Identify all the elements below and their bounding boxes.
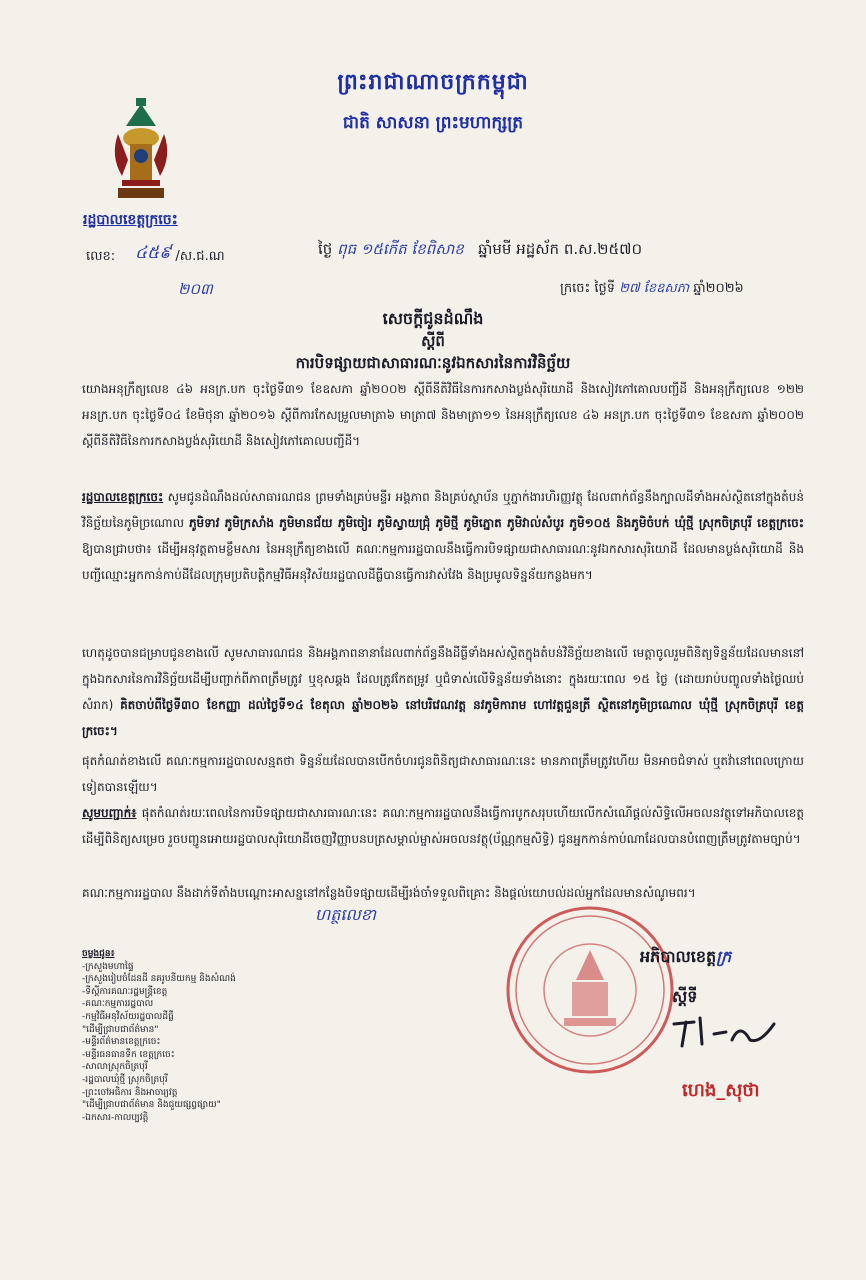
paragraph-announcement: [82, 484, 804, 588]
list-item: -ឯកសារ-កាលប្បវត្តិ: [82, 1112, 149, 1123]
list-item: -រដ្ឋបាលឃុំថ្មី ស្រុកចិត្របុរី: [82, 1074, 168, 1085]
lunar-date: [318, 240, 642, 262]
reference-number-handwritten-2: ២០៣: [178, 280, 213, 298]
list-item: -ក្រសួងរៀបចំដែនដី នគរូបនីយកម្ម និងសំណង់: [82, 974, 236, 985]
paragraph-review-period: [82, 640, 804, 744]
review-dates-location: គិតចាប់ពីថ្ងៃទី៣០ ខែកញ្ញា ដល់ថ្ងៃទី១៤ ខែតុលា ឆ្នាំ២០២៦ នៅបរិវេណវត្ត នវភូមិការាម ហៅវត្តជួនត្រី ស្ថិតនៅភូមិច្រណោល ឃុំថ្មី ស្រុកចិត្របុរី ខេត្តក្រចេះ។: [82, 698, 805, 738]
paragraph-consultation: គណៈកម្មការរដ្ឋបាល នឹងដាក់ទីតាំងបណ្តោះអាសន្ននៅកន្លែងបិទផ្សាយដើម្បីរង់ចាំទទួលពិគ្រោះ និងផ្តល់យោបល់ដល់អ្នកដែលមានសំណូមពរ។: [82, 886, 696, 900]
paragraph-note: [82, 800, 804, 852]
list-item: -ក្រសួងមហាផ្ទៃ: [82, 961, 134, 972]
governor-title-text: អភិបាលខេត្ត: [640, 947, 717, 966]
governor-signature-icon: [670, 1010, 780, 1050]
announcement-text-a: សូមជូនដំណឹងដល់សាធារណជន ព្រមទាំងគ្រប់មន្ទីរ អង្គភាព និងគ្រប់ស្ថាប័ន ឬភ្នាក់ងារហិរញ្ញវត្ថុ ដែលពាក់ព័ន្ធនឹងក្បាលដីទាំងអស់ស្ថិតនៅក្នុងតំបន់វិនិច្ឆ័យនៃភូមិច្រណោល: [82, 490, 804, 530]
lunar-year: ឆ្នាំមមី អដ្ឋស័ក ព.ស.២៥៧០: [478, 240, 643, 258]
reference-number-handwritten: ៤៥៩: [135, 243, 172, 263]
review-text: ហេតុដូចបានជម្រាបជូនខាងលើ សូមសាធារណជន និងអង្គភាពនានាដែលពាក់ព័ន្ធនឹងដីធ្លីទាំងអស់ស្ថិតក្នុងតំបន់វិនិច្ឆ័យខាងលើ មេត្តាចូលរួមពិនិត្យទិន្នន័យដែលមាននៅក្នុងឯកសារនៃការវិនិច្ឆ័យដើម្បីបញ្ជាក់ពីភាពត្រឹមត្រូវ ឬខុសឆ្គង ដែលត្រូវកែតម្រូវ ឬជំទាស់លើទិន្នន័យទាំងនោះ ក្នុងរយៈពេល ១៥ ថ្ងៃ (ដោយរាប់បញ្ចូលទាំងថ្ងៃឈប់សំរាក): [82, 646, 804, 712]
list-item: -មន្ទីរធនធានទឹក ខេត្តក្រចេះ: [82, 1049, 175, 1060]
copy-to-list: [82, 948, 236, 1124]
initials-signature: ហត្ថលេខា: [315, 905, 376, 924]
lunar-date-prefix: ថ្ងៃ: [318, 240, 333, 258]
list-item: -គណៈកម្មការរដ្ឋបាល: [82, 999, 154, 1010]
paragraph-deadline: ផុតកំណត់ខាងលើ គណៈកម្មការរដ្ឋបាលសន្មតថា ទិន្នន័យដែលបានបើកចំហរជូនពិនិត្យជាសាធារណៈនេះ មានភាពត្រឹមត្រូវហើយ មិនអាចជំទាស់ ឬតវ៉ានៅពេលក្រោយទៀតបានឡើយ។: [82, 754, 804, 794]
list-item: -ទីស្តីការគណៈរដ្ឋមន្ត្រីខេត្ត: [82, 986, 168, 997]
notice-subject-label: ស្តីពី: [421, 332, 445, 350]
list-item: "ដើម្បីជ្រាបជាព័ត៌មាន": [82, 1024, 159, 1035]
solar-date: [560, 280, 744, 299]
reference-suffix: /ស.ជ.ណ: [175, 249, 225, 264]
notice-title: សេចក្តីជូនដំណឹង: [382, 309, 484, 328]
governor-title: [640, 946, 731, 970]
list-item: -កម្មវិធីអនុវិស័យរដ្ឋបាលដីធ្លី: [82, 1011, 174, 1022]
official-seal-icon: [502, 900, 678, 1080]
note-text: ផុតកំណត់រយៈពេលនៃការបិទផ្សាយជាសារធារណៈនេះ គណៈកម្មការរដ្ឋបាលនឹងធ្វើការបូកសរុបហើយលើកសំណើផ្តល់សិទ្ធិលើអចលនវត្ថុទៅអភិបាលខេត្តដើម្បីពិនិត្យសម្រេច រួចបញ្ជូនអោយរដ្ឋបាលសុរិយោដីចេញវិញ្ញាបនបត្រសម្គាល់ម្ចាស់អចលនវត្ថុ(ប័ណ្ណកម្មសិទ្ធិ) ជូនអ្នកកាន់កាប់ណាដែលបានបំពេញត្រឹមត្រូវតាមច្បាប់។: [82, 806, 804, 846]
note-lead: សូមបញ្ជាក់៖: [82, 806, 137, 820]
governor-title-handwritten: ក្រ: [716, 947, 732, 966]
national-motto: ជាតិ សាសនា ព្រះមហាក្សត្រ: [342, 113, 524, 133]
notice-subject: ការបិទផ្សាយជាសាធារណៈនូវឯកសារនៃការវិនិច្ឆ័យ: [295, 354, 571, 372]
announcement-text-b: ឱ្យបានជ្រាបថា៖ ដើម្បីអនុវត្តតាមខ្លឹមសារ នៃអនុក្រឹត្យខាងលើ គណៈកម្មការរដ្ឋបាលនឹងធ្វើការបិទផ្សាយជាសាធារណៈនូវឯកសារសុរិយោដី ដែលមានប្លង់សុរិយោដី និងបញ្ជីឈ្មោះអ្នកកាន់កាប់ដីដែលក្រុមប្រតិបត្តិកម្មវិធីអនុវិស័យរដ្ឋបាលដីធ្លីបានធ្វើការវាស់វែង និងប្រមូលទិន្នន័យកន្លងមក។: [82, 542, 804, 582]
solar-date-prefix: ក្រចេះ ថ្ងៃទី: [560, 281, 615, 296]
list-item: -សាលាស្រុកចិត្របុរី: [82, 1062, 148, 1073]
issuing-authority: រដ្ឋបាលខេត្តក្រចេះ: [83, 212, 178, 228]
announcement-villages: ភូមិទាវ ភូមិក្រសាំង ភូមិមានជ័យ ភូមិចៀរ ភូមិស្វាយជ្រុំ ភូមិថ្មី ភូមិភ្នោត ភូមិវាល់សំបូរ ភូមិ១០៥ និងភូមិចំបក់ ឃុំថ្មី ស្រុកចិត្របុរី ខេត្តក្រចេះ: [188, 516, 805, 530]
list-item: -ព្រះចៅអធិការ និងអាចារ្យវត្ត: [82, 1087, 178, 1098]
kingdom-title: ព្រះរាជាណាចក្រកម្ពុជា: [337, 70, 529, 95]
list-item: "ដើម្បីជ្រាបជាព័ត៌មាន និងជួយផ្សព្វផ្សាយ": [82, 1100, 221, 1111]
announcement-lead: រដ្ឋបាលខេត្តក្រចេះ: [82, 490, 164, 504]
governor-acting-label: ស្តីទី: [672, 987, 698, 1006]
solar-date-handwritten: ២៧ ខែឧសភា: [619, 281, 690, 296]
list-item: -មន្ទីរព័ត៌មានខេត្តក្រចេះ: [82, 1037, 161, 1048]
reference-label: លេខ:: [86, 249, 116, 264]
solar-year: ឆ្នាំ២០២៦: [693, 281, 744, 296]
lunar-date-handwritten: ពុធ ១៥កើត ខែពិសាខ: [337, 240, 464, 258]
signer-name: ហេង_សុថា: [682, 1080, 760, 1101]
copy-to-title: ចម្លងជូន៖: [82, 949, 115, 959]
paragraph-legal-basis: យោងអនុក្រឹត្យលេខ ៤៦ អនក្រ.បក ចុះថ្ងៃទី៣១ ខែឧសភា ឆ្នាំ២០០២ ស្តីពីនីតិវិធីនៃការកសាងប្លង់សុរិយោដី និងសៀវភៅគោលបញ្ជីដី និងអនុក្រឹត្យលេខ ១២២ អនក្រ.បក ចុះថ្ងៃទី០៤ ខែមិថុនា ឆ្នាំ២០១៦ ស្តីពីការកែសម្រួលមាត្រា៦ មាត្រា៧ និងមាត្រា១១ នៃអនុក្រឹត្យលេខ ៤៦ អនក្រ.បក ចុះថ្ងៃទី៣១ ខែឧសភា ឆ្នាំ២០០២ ស្តីពីនីតិវិធីនៃការកសាងប្លង់សុរិយោដី និងសៀវភៅគោលបញ្ជីដី។: [82, 382, 804, 448]
